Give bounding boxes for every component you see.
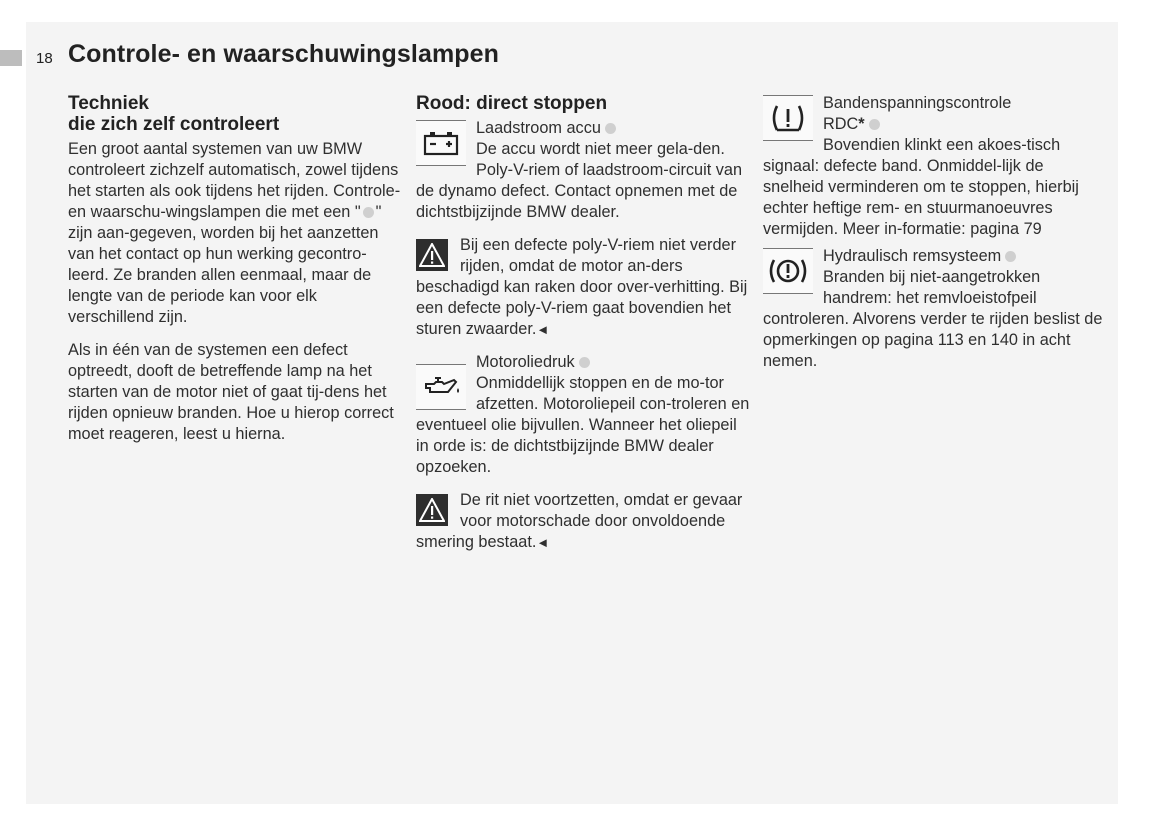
charge-warning-text: Bij een defecte poly-V-riem niet verder rijden, omdat de motor an-ders beschadigd kan raken door over-verhitting. Bij een defecte poly-V-riem gaat bovendien het sturen zwaarder. [416, 236, 748, 338]
oil-warning-block [416, 490, 752, 553]
charge-warning-block [416, 235, 752, 340]
intro-text-part2: " zijn aan-gegeven, worden bij het aanzetten van het contact op hun werking gecontro-leerd. Ze branden allen eenmaal, maar de lengte van de periode kan voor elk verschillend zijn. [68, 203, 382, 326]
chapter-tab-marker [0, 50, 22, 66]
battery-icon [416, 120, 466, 166]
check-dot-icon [1005, 251, 1016, 262]
tire-pressure-icon [763, 95, 813, 141]
oil-warning-text: De rit niet voortzetten, omdat er gevaar voor motorschade door onvoldoende smering bestaat. [416, 491, 743, 551]
optional-equipment-asterisk: * [858, 115, 865, 133]
middle-column [416, 93, 752, 553]
intro-text-part1: Een groot aantal systemen van uw BMW controleert zichzelf automatisch, zowel tijdens het starten als ook tijdens het rijden. Controle- en waarschu-wingslampen die met een " [68, 140, 401, 221]
oil-text: Onmiddellijk stoppen en de mo-tor afzetten. Motoroliepeil con-troleren en eventueel olie bijvullen. Wanneer het oliepeil in orde is: de dichtstbijzijnde BMW dealer opzoeken. [416, 374, 750, 476]
brake-warning-icon [763, 248, 813, 294]
charge-text: De accu wordt niet meer gela-den. Poly-V-riem of laadstroom-circuit van de dynamo defect. Contact opnemen met de dichtstbijzijnde BMW dealer. [416, 140, 743, 221]
page-title: Controle- en waarschuwingslampen [68, 40, 500, 68]
end-marker-icon: ◄ [536, 535, 550, 550]
warning-triangle-icon [416, 494, 448, 526]
heading-line-1: Techniek [68, 93, 149, 114]
tire-title-line2: RDC [823, 115, 859, 133]
brake-title: Hydraulisch remsysteem [823, 247, 1002, 265]
warning-triangle-icon [416, 239, 448, 271]
defect-paragraph: Als in één van de systemen een defect optreedt, dooft de betreffende lamp na het starten van de motor niet of gaat tij-dens het rijden opnieuw branden. Hoe u hierop correct moet reageren, leest u hierna. [68, 341, 394, 443]
right-column [763, 93, 1103, 372]
check-dot-icon [579, 357, 590, 368]
brake-system-block [763, 246, 1103, 372]
end-marker-icon: ◄ [536, 322, 550, 337]
heading-line-2: die zich zelf controleert [68, 114, 280, 135]
oil-lamp-block [416, 352, 752, 478]
section-heading-techniek [68, 93, 404, 135]
check-dot-icon [605, 123, 616, 134]
section-heading-rood: Rood: direct stoppen [416, 93, 608, 114]
intro-paragraph [68, 139, 404, 328]
charge-title: Laadstroom accu [476, 119, 601, 137]
page-number: 18 [36, 50, 53, 67]
charge-lamp-block [416, 118, 752, 223]
tire-text: Bovendien klinkt een akoes-tisch signaal: defecte band. Onmiddel-lijk de snelheid verminderen om te stoppen, hierbij echter heftige rem- en stuurmanoeuvres vermijden. Meer in-formatie: pagina 79 [763, 136, 1079, 238]
oil-can-icon [416, 364, 466, 410]
check-dot-icon [869, 119, 880, 130]
oil-title: Motoroliedruk [476, 353, 575, 371]
tire-title-line1: Bandenspanningscontrole [823, 94, 1012, 112]
brake-text: Branden bij niet-aangetrokken handrem: het remvloeistofpeil controleren. Alvorens verder te rijden beslist de opmerkingen op pagina 113 en 140 in acht nemen. [763, 268, 1103, 370]
left-column [68, 93, 404, 445]
tire-pressure-block [763, 93, 1103, 240]
check-dot-icon [363, 207, 374, 218]
